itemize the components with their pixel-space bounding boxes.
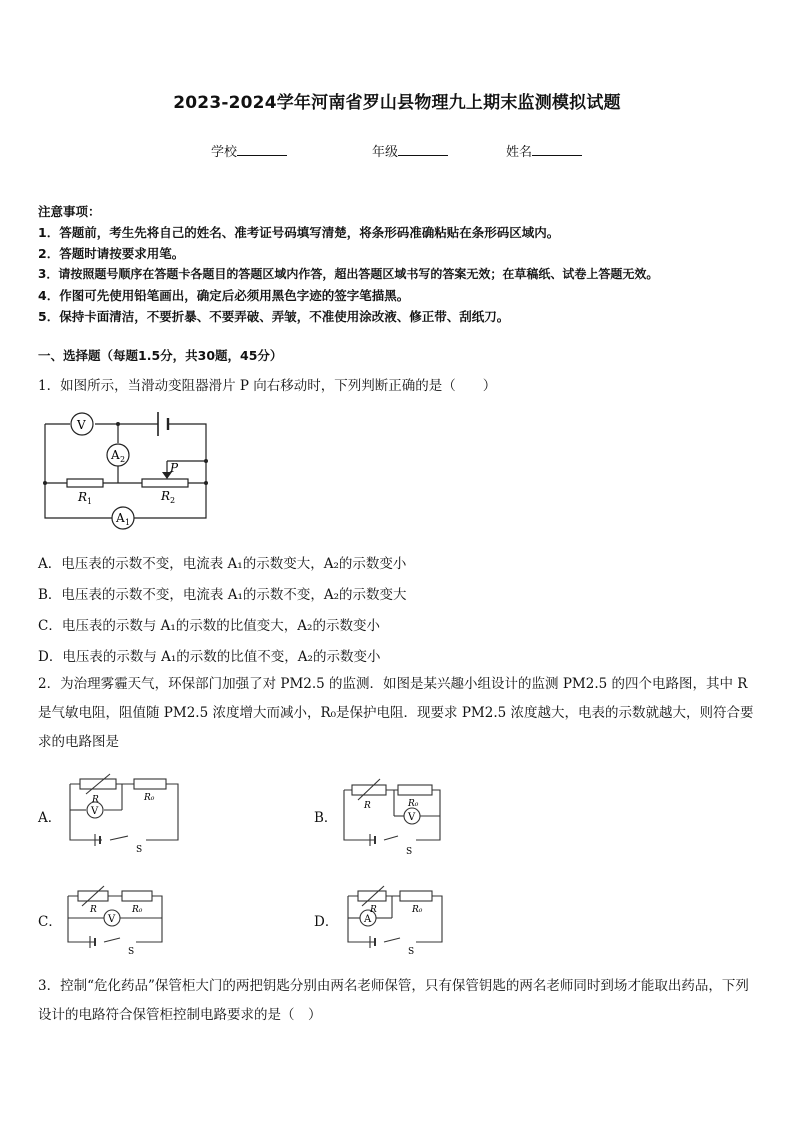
q1-option-c: [38, 614, 380, 634]
notice-item: 2．答题时请按要求用笔。: [38, 246, 185, 261]
name-blank: [532, 143, 582, 156]
option-letter: D．: [38, 649, 63, 665]
ammeter-a1-label: A: [116, 511, 125, 525]
q1-option-b: [38, 583, 407, 603]
meter-label: A: [364, 914, 372, 925]
r2-label: R: [161, 489, 171, 503]
notice-item: 5．保持卡面清洁，不要折暴、不要弄破、弄皱，不准使用涂改液、修正带、刮纸刀。: [38, 309, 510, 324]
notice-item: 1．答题前，考生先将自己的姓名、准考证号码填写清楚，将条形码准确粘贴在条形码区域内。: [38, 225, 560, 240]
q2-circuit-c: [64, 884, 168, 956]
ammeter-a2-label: A: [111, 448, 120, 462]
q2-option-d-letter: D．: [314, 914, 339, 930]
q1-circuit-diagram: [40, 408, 212, 532]
ammeter-a1-sub: 1: [125, 518, 131, 527]
section-heading: 一、选择题（每题1.5分，共30题，45分）: [38, 348, 283, 363]
q2-circuit-b: [340, 776, 444, 856]
page-title: 2023-2024学年河南省罗山县物理九上期末监测模拟试题: [173, 93, 621, 113]
q1-option-d: [38, 645, 380, 665]
ammeter-a2-sub: 2: [120, 455, 126, 464]
switch-label: S: [408, 947, 415, 957]
r1-sub: 1: [87, 497, 93, 506]
option-letter: B．: [38, 587, 62, 603]
r-label: R: [370, 905, 377, 915]
meter-label: V: [108, 914, 116, 925]
question-1-stem: 1．如图所示，当滑动变阻器滑片 P 向右移动时，下列判断正确的是（ ）: [38, 378, 497, 394]
question-3-stem: 3．控制“危化药品”保管柜大门的两把钥匙分别由两名老师保管，只有保管钥匙的两名老师同时到场才能取出药品，下列设计的电路符合保管柜控制电路要求的是（ ）: [38, 978, 749, 1023]
q2-option-b-letter: B．: [314, 810, 338, 826]
question-2-stem: 2．为治理雾霾天气，环保部门加强了对 PM2.5 的监测．如图是某兴趣小组设计的监测 PM2.5 的四个电路图，其中 R 是气敏电阻，阻值随 PM2.5 浓度增大而减小，R₀是保护电阻．现要求 PM2.5 浓度越大，电表的示数就越大，则符合要求的电路图是: [38, 676, 754, 750]
r0-label: R₀: [412, 905, 423, 915]
notice-heading: 注意事项：: [38, 204, 101, 219]
option-letter: A．: [38, 556, 62, 572]
r1-label: R: [78, 490, 88, 504]
q1-option-a: [38, 552, 406, 572]
grade-blank: [398, 143, 448, 156]
r2-sub: 2: [170, 496, 176, 505]
voltmeter-label: V: [77, 418, 86, 432]
option-text: 电压表的示数与 A₁的示数的比值不变，A₂的示数变小: [62, 649, 381, 665]
meter-label: V: [408, 812, 416, 823]
grade-label: 年级: [372, 145, 399, 160]
r0-label: R₀: [408, 799, 419, 809]
option-text: 电压表的示数不变，电流表 A₁的示数不变，A₂的示数变大: [61, 587, 407, 603]
q2-circuit-d: [344, 884, 448, 958]
r0-label: R₀: [132, 905, 143, 915]
q2-option-c-letter: C．: [38, 914, 62, 930]
slider-p-label: P: [170, 461, 179, 475]
school-blank: [237, 143, 287, 156]
notice-item: 4．作图可先使用铅笔画出，确定后必须用黑色字迹的签字笔描黑。: [38, 288, 410, 303]
name-field: [506, 141, 582, 160]
name-label: 姓名: [506, 145, 533, 160]
option-letter: C．: [38, 618, 62, 634]
option-text: 电压表的示数不变，电流表 A₁的示数变大，A₂的示数变小: [61, 556, 407, 572]
school-field: [211, 141, 287, 160]
switch-label: S: [136, 845, 143, 854]
q2-option-a-letter: A．: [38, 810, 62, 826]
school-label: 学校: [211, 145, 238, 160]
q2-circuit-a: [66, 772, 186, 854]
grade-field: [372, 141, 448, 160]
option-text: 电压表的示数与 A₁的示数的比值变大，A₂的示数变小: [61, 618, 380, 634]
switch-label: S: [406, 847, 413, 856]
r-label: R: [92, 795, 99, 805]
r-label: R: [90, 905, 97, 915]
notice-item: 3．请按照题号顺序在答题卡各题目的答题区域内作答，超出答题区域书写的答案无效；在草稿纸、试卷上答题无效。: [38, 267, 659, 281]
meter-label: V: [91, 806, 99, 817]
switch-label: S: [128, 947, 135, 956]
r0-label: R₀: [144, 793, 155, 803]
r-label: R: [364, 801, 371, 811]
